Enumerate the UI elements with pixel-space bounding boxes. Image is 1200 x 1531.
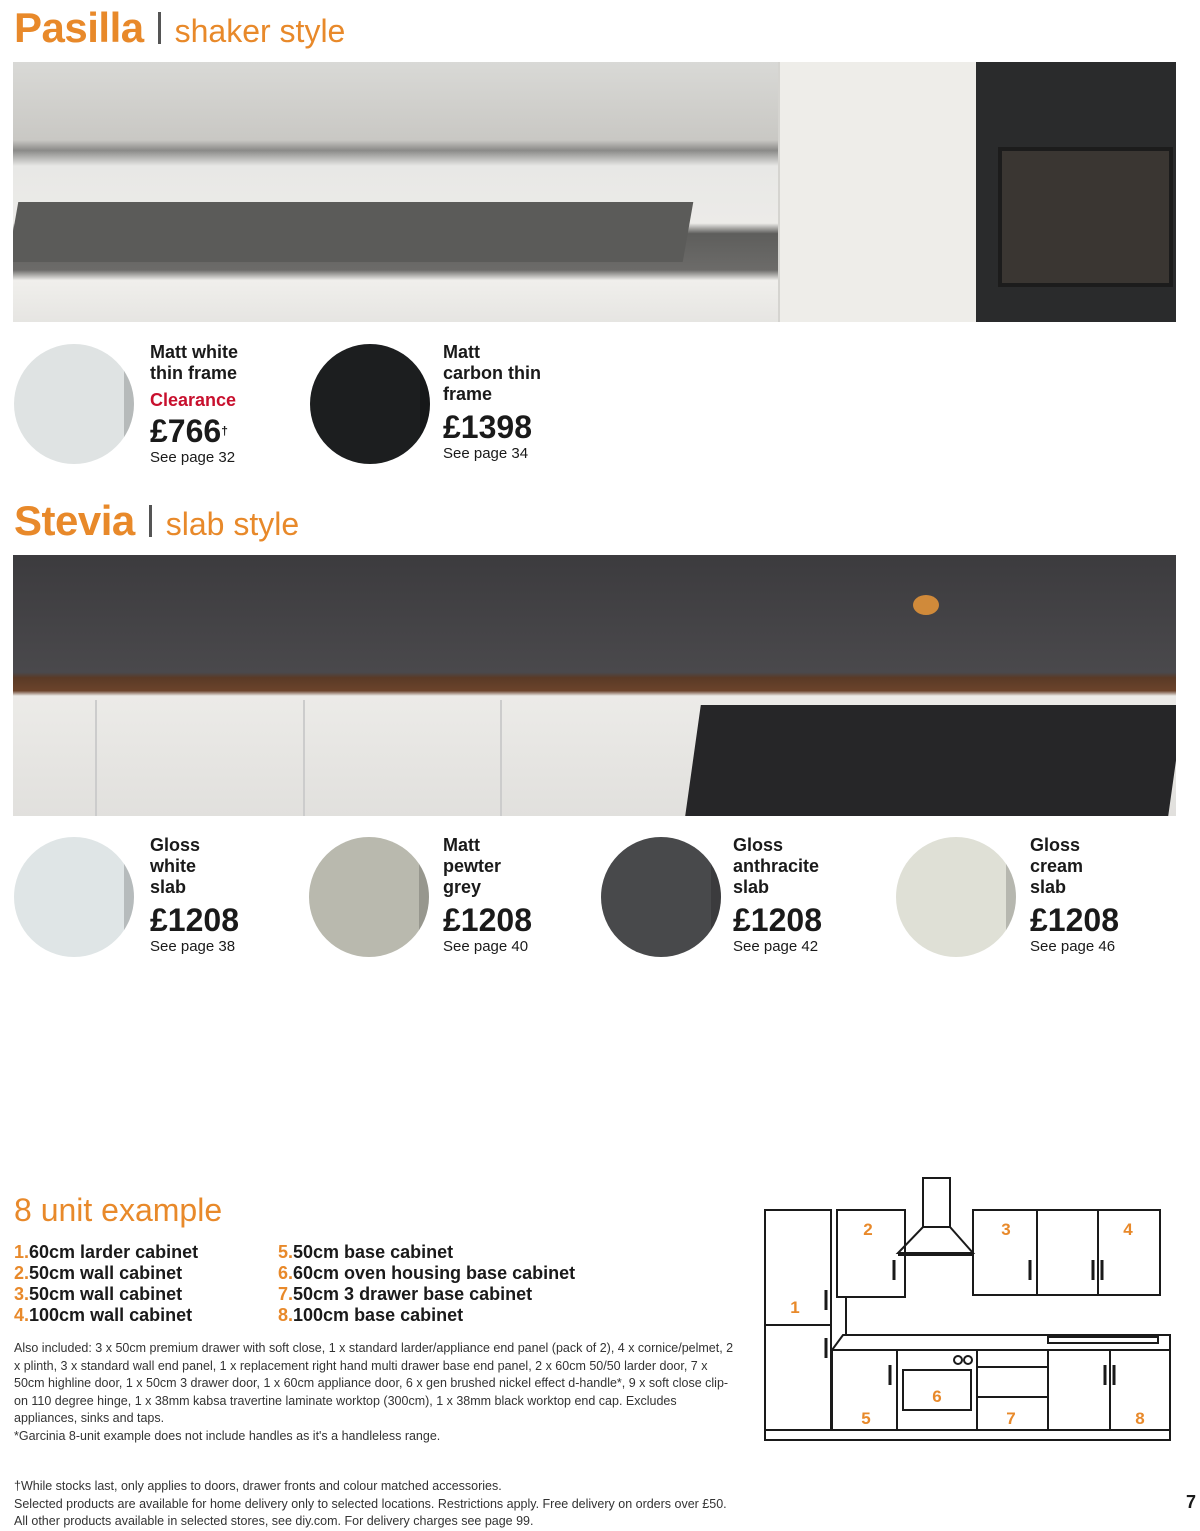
door-gap (500, 700, 502, 816)
option-name: white (150, 856, 197, 876)
option-name: Matt white (150, 342, 238, 362)
door-gap (303, 700, 305, 816)
larder-cabinet (765, 1210, 831, 1430)
price: £766 (150, 413, 222, 449)
footer-line: †While stocks last, only applies to doors, drawer fronts and colour matched accessories. (14, 1479, 502, 1493)
option-name: pewter (443, 856, 502, 876)
option-name: thin frame (150, 363, 238, 383)
footer-line: Selected products are available for home delivery only to selected locations. Restrictions apply. Free delivery on orders over £50. (14, 1496, 727, 1511)
price: £1208 (150, 902, 239, 938)
pasilla-kitchen-photo (13, 62, 1176, 322)
diagram-number: 4 (1123, 1220, 1133, 1239)
unit-item: 5.50cm base cabinet (278, 1242, 454, 1262)
oven-door (998, 147, 1173, 287)
option-gloss-cream (1030, 835, 1170, 956)
diagram-number: 7 (1006, 1409, 1016, 1428)
diagram-number: 5 (861, 1409, 871, 1428)
swatch-matt-carbon (310, 344, 430, 464)
option-gloss-anthracite (733, 835, 873, 956)
option-name: Matt (443, 835, 480, 855)
unit-item: 2.50cm wall cabinet (14, 1263, 183, 1283)
diagram-number: 3 (1001, 1220, 1011, 1239)
page-reference: See page 34 (443, 445, 529, 462)
unit-list-left (14, 1242, 198, 1326)
price: £1208 (733, 902, 822, 938)
option-name: frame (443, 384, 493, 404)
option-name: slab (150, 877, 187, 897)
range-style: slab style (165, 506, 300, 542)
pendant-light (913, 595, 939, 615)
option-name: Gloss (1030, 835, 1081, 855)
hood-canopy (898, 1227, 973, 1253)
option-name: grey (443, 877, 482, 897)
option-matt-carbon (443, 342, 583, 463)
hood-chimney (923, 1178, 950, 1227)
swatch-gloss-cream (896, 837, 1016, 957)
price: £1208 (1030, 902, 1119, 938)
page-reference: See page 42 (733, 938, 819, 955)
plinth (765, 1430, 1170, 1440)
price-mark: † (221, 424, 228, 438)
option-gloss-white (150, 835, 290, 956)
unit-item: 1.60cm larder cabinet (14, 1242, 199, 1262)
footer-line: All other products available in selected stores, see diy.com. For delivery charges see page 99. (14, 1514, 534, 1528)
section-title-pasilla (14, 4, 345, 52)
swatch-matt-white (14, 344, 134, 464)
range-style: shaker style (174, 13, 346, 49)
page-reference: See page 38 (150, 938, 236, 955)
diagram-number: 6 (932, 1387, 942, 1406)
included-text: Also included: 3 x 50cm premium drawer with soft close, 1 x standard larder/appliance end panel (pack of 2), 4 x cornice/pelmet, 2 x plinth, 3 x standard wall end panel, 1 x replacement right hand multi drawer base end panel, 2 x 60cm 50/50 larder door, 7 x 50cm highline door, 1 x 50cm 3 drawer door, 1 x 60cm appliance door, 6 x gen brushed nickel effect d-handle*, 9 x soft close clip-on 110 degree hinge, 1 x 38mm kabsa travertine laminate worktop (300cm), 1 x 38mm black worktop end cap. Excludes appliances, sinks and taps. (14, 1341, 734, 1425)
divider (158, 12, 161, 44)
unit-item: 8.100cm base cabinet (278, 1305, 464, 1325)
option-name: Gloss (150, 835, 201, 855)
option-name: carbon thin (443, 363, 541, 383)
range-name: Stevia (14, 497, 135, 544)
stevia-kitchen-photo (13, 555, 1176, 816)
range-name: Pasilla (14, 4, 144, 51)
section-title-stevia (14, 497, 299, 545)
price: £1398 (443, 409, 532, 445)
swatch-matt-pewter (309, 837, 429, 957)
option-matt-pewter (443, 835, 583, 956)
diagram-number: 1 (790, 1298, 800, 1317)
option-name: slab (1030, 877, 1067, 897)
swatch-gloss-white (14, 837, 134, 957)
worktop (13, 202, 693, 262)
option-name: Gloss (733, 835, 784, 855)
option-name: anthracite (733, 856, 820, 876)
door-gap (95, 700, 97, 816)
option-name: slab (733, 877, 770, 897)
unit-item: 4.100cm wall cabinet (14, 1305, 193, 1325)
diagram-number: 8 (1135, 1409, 1145, 1428)
footer-notes (14, 1478, 727, 1531)
unit-item: 3.50cm wall cabinet (14, 1284, 183, 1304)
swatch-gloss-anthracite (601, 837, 721, 957)
kitchen-layout-diagram (760, 1175, 1180, 1445)
sink (1048, 1337, 1158, 1343)
page-reference: See page 32 (150, 449, 236, 466)
example-title: 8 unit example (14, 1192, 223, 1228)
clearance-label: Clearance (150, 390, 237, 410)
unit-list-right (278, 1242, 575, 1326)
option-name: Matt (443, 342, 480, 362)
tall-cabinets (778, 62, 978, 322)
unit-item: 6.60cm oven housing base cabinet (278, 1263, 576, 1283)
unit-item: 7.50cm 3 drawer base cabinet (278, 1284, 533, 1304)
page-reference: See page 46 (1030, 938, 1116, 955)
divider (149, 505, 152, 537)
option-matt-white (150, 342, 290, 467)
black-island (685, 705, 1176, 816)
page-reference: See page 40 (443, 938, 529, 955)
handle-note: *Garcinia 8-unit example does not include handles as it's a handleless range. (14, 1429, 441, 1443)
diagram-number: 2 (863, 1220, 873, 1239)
page-number: 7 (1186, 1492, 1197, 1512)
option-name: cream (1030, 856, 1084, 876)
price: £1208 (443, 902, 532, 938)
